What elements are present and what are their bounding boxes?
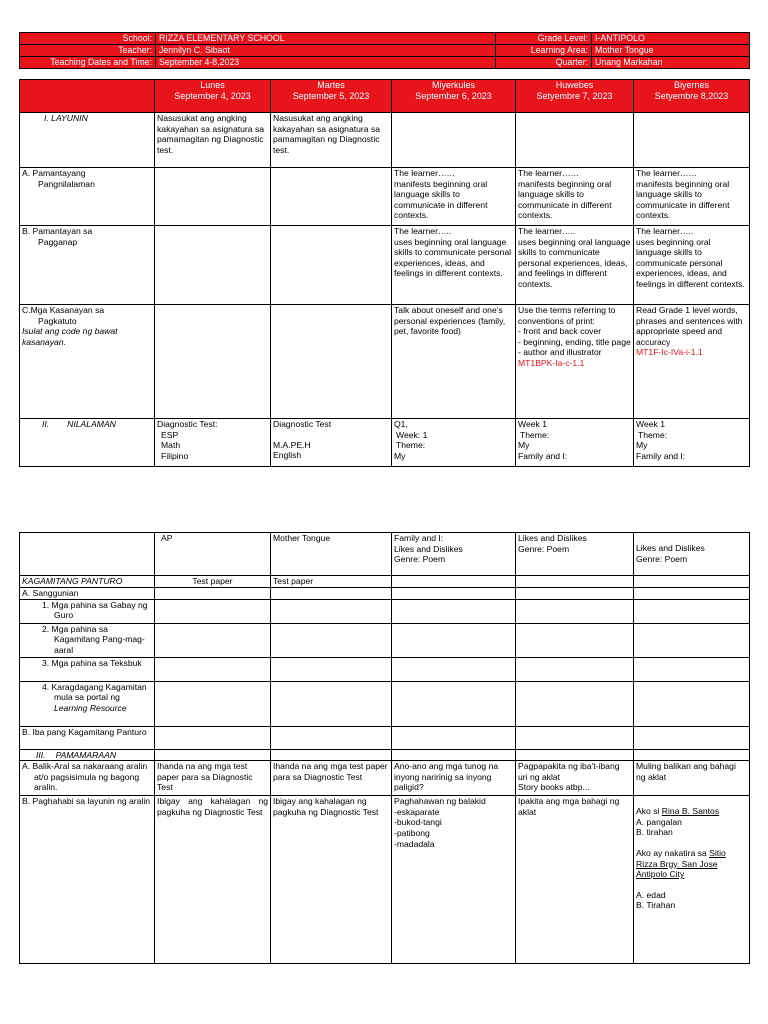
pamamaraan-tue — [271, 749, 392, 761]
gabay-tue — [271, 599, 392, 623]
school-value: RIZZA ELEMENTARY SCHOOL — [156, 33, 496, 45]
day-header-tue: Martes September 5, 2023 — [271, 80, 392, 113]
balik-wed: Ano-ano ang mga tunog na inyong naririnig sa inyong paligid? — [392, 761, 516, 796]
nilalaman-mon: Diagnostic Test: ESP Math Filipino — [155, 419, 271, 467]
paghahabi-tue: Ibigay ang kahalagan ng pagkuha ng Diagnostic Test — [271, 796, 392, 964]
layunin-mon: Nasusukat ang angking kakayahan sa asignatura sa pamamagitan ng Diagnostic test. — [155, 113, 271, 168]
layunin-wed — [392, 113, 516, 168]
mag-aaral-tue — [271, 623, 392, 657]
pamamaraan-mon — [155, 749, 271, 761]
layunin-tue: Nasusukat ang angking kakayahan sa asignatura sa pamamagitan ng Diagnostic test. — [271, 113, 392, 168]
cont-wed: Family and I: Likes and Dislikes Genre: Poem — [392, 533, 516, 576]
paghahabi-fri: Ako si Rina B. Santos A. pangalan B. tirahan Ako ay nakatira sa Sitio Rizza Brgy. San Jose Antipolo City A. edad B. Tirahan — [634, 796, 750, 964]
sanggunian-wed — [392, 588, 516, 600]
kagamitan-label: KAGAMITANG PANTURO — [20, 576, 155, 588]
header-table — [19, 32, 750, 69]
balik-mon: Ihanda na ang mga test paper para sa Diagnostic Test — [155, 761, 271, 796]
nilalaman-wed: Q1, Week: 1 Theme: My — [392, 419, 516, 467]
kasanayan-label: C.Mga Kasanayan sa Pagkatuto Isulat ang code ng bawat kasanayan. — [20, 305, 155, 419]
iba-thu — [516, 726, 634, 749]
teksbuk-thu — [516, 657, 634, 681]
balik-tue: Ihanda na ang mga test paper para sa Diagnostic Test — [271, 761, 392, 796]
kagamitan-wed — [392, 576, 516, 588]
kasanayan-thu: Use the terms referring to conventions of print: - front and back cover - beginning, ending, title page - author and illustrator MT1BPK-Ia-c-1.1 — [516, 305, 634, 419]
paghahabi-thu: Ipakita ang mga bahagi ng aklat — [516, 796, 634, 964]
teksbuk-wed — [392, 657, 516, 681]
iba-pang-kagamitan-label: B. Iba pang Kagamitang Panturo — [20, 726, 155, 749]
gabay-wed — [392, 599, 516, 623]
balik-fri: Muling balikan ang bahagi ng aklat — [634, 761, 750, 796]
pamantayang-fri: The learner…… manifests beginning oral language skills to communicate in different contexts. — [634, 168, 750, 226]
nilalaman-label: II. NILALAMAN — [20, 419, 155, 467]
pamantayang-tue — [271, 168, 392, 226]
quarter-value: Unang Markahan — [592, 57, 750, 69]
day-header-thu: Huwebes Setyembre 7, 2023 — [516, 80, 634, 113]
iba-fri — [634, 726, 750, 749]
day-header-mon: Lunes September 4, 2023 — [155, 80, 271, 113]
paghahabi-label: B. Paghahabi sa layunin ng aralin — [20, 796, 155, 964]
pagganap-fri: The learner….. uses beginning oral language skills to communicate personal experiences, ideas, and feelings in different contexts. — [634, 226, 750, 305]
balik-thu: Pagpapakita ng iba't-ibang uri ng aklat Story books atbp... — [516, 761, 634, 796]
kasanayan-mon — [155, 305, 271, 419]
portal-thu — [516, 681, 634, 726]
day-header-wed: Miyerkules September 6, 2023 — [392, 80, 516, 113]
kagamitan-tue: Test paper — [271, 576, 392, 588]
portal-label: 4. Karagdagang Kagamitan mula sa portal ng Learning Resource — [20, 681, 155, 726]
pamamaraan-thu — [516, 749, 634, 761]
gabay-guro-label: 1. Mga pahina sa Gabay ng Guro — [20, 599, 155, 623]
teksbuk-tue — [271, 657, 392, 681]
iba-mon — [155, 726, 271, 749]
balik-aral-label: A. Balik-Aral sa nakaraang aralin at/o pagsisimula ng bagong aralin. — [20, 761, 155, 796]
cont-mon: AP — [155, 533, 271, 576]
cont-fri: Likes and Dislikes Genre: Poem — [634, 533, 750, 576]
pamamaraan-wed — [392, 749, 516, 761]
pamamaraan-label: III. PAMAMARAAN — [20, 749, 155, 761]
pamantayang-mon — [155, 168, 271, 226]
mag-aaral-mon — [155, 623, 271, 657]
code-thu: MT1BPK-Ia-c-1.1 — [518, 357, 585, 368]
nilalaman-thu: Week 1 Theme: My Family and I: — [516, 419, 634, 467]
kasanayan-wed: Talk about oneself and one's personal experiences (family, pet, favorite food) — [392, 305, 516, 419]
kagamitan-mon: Test paper — [155, 576, 271, 588]
mag-aaral-fri — [634, 623, 750, 657]
kasanayan-tue — [271, 305, 392, 419]
teksbuk-mon — [155, 657, 271, 681]
pagganap-mon — [155, 226, 271, 305]
code-fri: MT1F-Ic-IVa-i-1.1 — [636, 347, 703, 358]
quarter-label: Quarter: — [496, 57, 592, 69]
sanggunian-label: A. Sanggunian — [20, 588, 155, 600]
gabay-mon — [155, 599, 271, 623]
grade-value: I-ANTIPOLO — [592, 33, 750, 45]
pamantayang-label: A. Pamantayang Pangnilalaman — [20, 168, 155, 226]
corner-cell — [20, 80, 155, 113]
layunin-label: I. LAYUNIN — [20, 113, 155, 168]
cont-tue: Mother Tongue — [271, 533, 392, 576]
lesson-plan-table-1 — [19, 79, 750, 467]
pagganap-thu: The learner….. uses beginning oral language skills to communicate personal experiences, ideas, and feelings in different contexts. — [516, 226, 634, 305]
pagganap-wed: The learner….. uses beginning oral language skills to communicate personal experiences, ideas, and feelings in different contexts. — [392, 226, 516, 305]
dates-label: Teaching Dates and Time: — [20, 57, 156, 69]
portal-wed — [392, 681, 516, 726]
portal-mon — [155, 681, 271, 726]
mag-aaral-thu — [516, 623, 634, 657]
teksbuk-label: 3. Mga pahina sa Teksbuk — [20, 657, 155, 681]
gabay-thu — [516, 599, 634, 623]
sanggunian-fri — [634, 588, 750, 600]
teacher-label: Teacher: — [20, 45, 156, 57]
pagganap-tue — [271, 226, 392, 305]
day-header-fri: Biyernes Setyembre 8,2023 — [634, 80, 750, 113]
pagganap-label: B. Pamantayan sa Pagganap — [20, 226, 155, 305]
kasanayan-fri: Read Grade 1 level words, phrases and sentences with appropriate speed and accuracy MT1F-Ic-IVa-i-1.1 — [634, 305, 750, 419]
area-value: Mother Tongue — [592, 45, 750, 57]
layunin-thu — [516, 113, 634, 168]
sanggunian-tue — [271, 588, 392, 600]
nilalaman-fri: Week 1 Theme: My Family and I: — [634, 419, 750, 467]
teacher-value: Jennilyn C. Sibaot — [156, 45, 496, 57]
area-label: Learning Area: — [496, 45, 592, 57]
grade-label: Grade Level: — [496, 33, 592, 45]
teksbuk-fri — [634, 657, 750, 681]
paghahabi-mon: Ibigay ang kahalagan ng pagkuha ng Diagnostic Test — [155, 796, 271, 964]
kagamitan-fri — [634, 576, 750, 588]
iba-wed — [392, 726, 516, 749]
mag-aaral-wed — [392, 623, 516, 657]
portal-tue — [271, 681, 392, 726]
sanggunian-mon — [155, 588, 271, 600]
sanggunian-thu — [516, 588, 634, 600]
pamamaraan-fri — [634, 749, 750, 761]
pamantayang-thu: The learner…… manifests beginning oral language skills to communicate in different contexts. — [516, 168, 634, 226]
school-label: School: — [20, 33, 156, 45]
kagamitang-mag-aaral-label: 2. Mga pahina sa Kagamitang Pang-mag-aaral — [20, 623, 155, 657]
portal-fri — [634, 681, 750, 726]
nilalaman-tue: Diagnostic Test M.A.PE.H English — [271, 419, 392, 467]
iba-tue — [271, 726, 392, 749]
gabay-fri — [634, 599, 750, 623]
pamantayang-wed: The learner…… manifests beginning oral language skills to communicate in different contexts. — [392, 168, 516, 226]
dates-value: September 4-8,2023 — [156, 57, 496, 69]
lesson-plan-table-2 — [19, 532, 750, 964]
kagamitan-thu — [516, 576, 634, 588]
cont-thu: Likes and Dislikes Genre: Poem — [516, 533, 634, 576]
paghahabi-wed: Paghahawan ng balakid -eskaparate -bukod-tangi -patibong -madadala — [392, 796, 516, 964]
layunin-fri — [634, 113, 750, 168]
cont-label — [20, 533, 155, 576]
